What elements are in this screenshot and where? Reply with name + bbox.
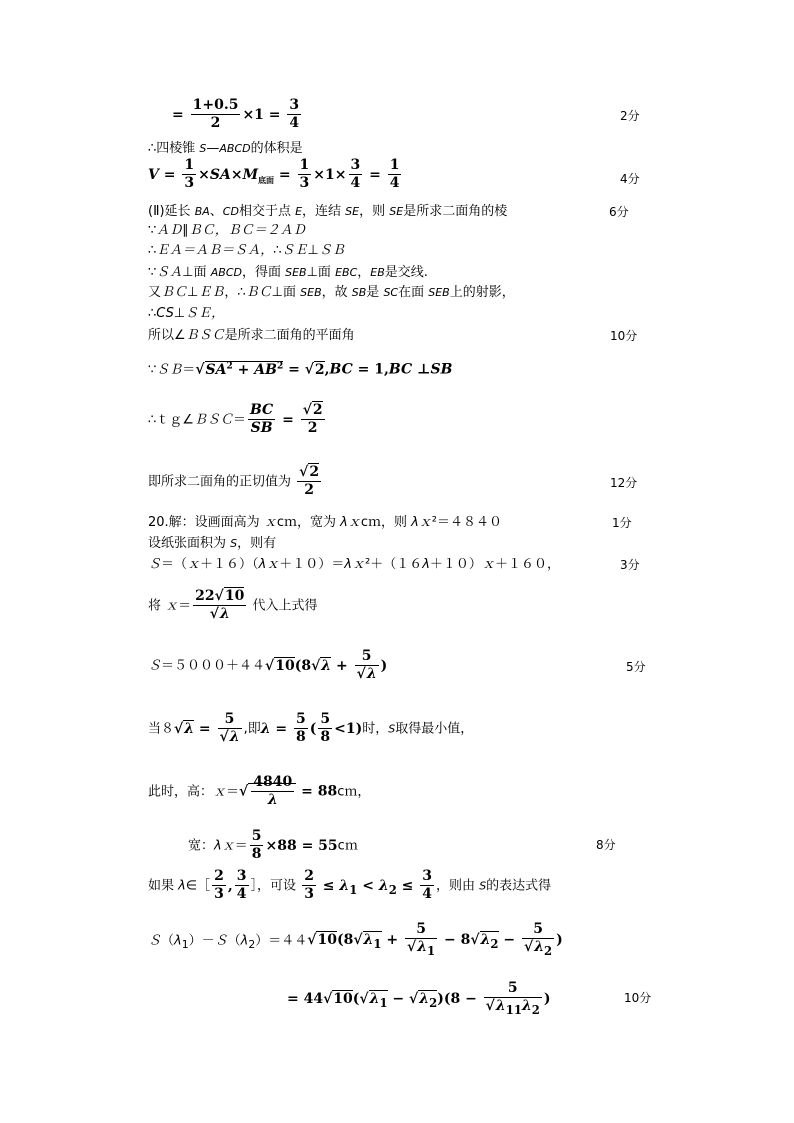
text-line: ∵ＡＤ∥ＢＣ，ＢＣ＝２ＡＤ xyxy=(148,223,306,238)
score-mark: 10分 xyxy=(610,329,638,343)
score-mark: 12分 xyxy=(610,476,638,490)
text-line: (Ⅱ)延长 BA、CD相交于点 E，连结 SE，则 SE是所求二面角的棱 xyxy=(148,204,508,219)
text-line: 设纸张面积为 S，则有 xyxy=(148,536,277,551)
equation-line: = $\frac{1+0.5}{2}$ ×1 = $\frac{3}{4}$ xyxy=(172,97,300,131)
text-line: Ｓ＝（ｘ＋１６）（λｘ＋１０）＝λｘ²＋（１６λ＋１０）ｘ＋１６０， xyxy=(148,557,560,572)
score-mark: 4分 xyxy=(620,172,640,186)
score-mark: 6分 xyxy=(609,205,629,219)
equation-line: V = $\frac{1}{3}$ $\times SA\times M_{底面}$ = $\frac{1}{3}$ ×1× $\frac{3}{4}$ = $\frac{1}{4}$ xyxy=(148,157,400,191)
equation-line: 当８√λ = $\frac{5}{√\lambda}$ ,即λ = $\frac{5}{8}$ ( $\frac{5}{8}$ <1)时，S取得最小值， xyxy=(148,711,474,745)
equation-line: 将 ｘ＝ $\frac{22√10}{√\lambda}$ 代入上式得 xyxy=(148,588,318,622)
equation-line: ∴ｔｇ∠ＢＳＣ＝ $\frac{BC}{SB}$ = $\frac{√2}{2}$ xyxy=(148,402,323,436)
score-mark: 2分 xyxy=(620,109,640,123)
equation-line: = $44√10(√\lambda_1 - √\lambda_2)(8$ − $\frac{5}{√\lambda_{11}\lambda_2}$ ) xyxy=(287,980,551,1017)
text-line: 又ＢＣ⊥ＥＢ，∴ＢＣ⊥面 SEB，故 SB是 SC在面 SEB上的射影， xyxy=(148,285,515,300)
equation-line: 如果 λ∈［ $\frac{2}{3}$ , $\frac{3}{4}$ ］，可设 $\frac{2}{3}$ ≤ $\lambda_1 < \lambda_2$ ≤ $\frac{3}{4}$ ，则由 S的表达式得 xyxy=(148,868,552,902)
score-mark: 10分 xyxy=(624,991,652,1005)
text-line: ∴四棱锥 S—ABCD的体积是 xyxy=(148,141,303,156)
equation-line: $S(\lambda_1)-S(\lambda_2)=44√10(8√\lambda_1$ + $\frac{5}{√\lambda_1}$ − $8√\lambda_2$ − $\frac{5}{√\lambda_2}$ ) xyxy=(148,921,563,958)
equation-line: $\because SB=√SA^2 + AB^2 = √2,BC = 1,BC$ ⊥SB xyxy=(148,361,453,378)
text-line: ∵ＳＡ⊥面 ABCD，得面 SEB⊥面 EBC，EB是交线. xyxy=(148,265,428,280)
text-line: ∴CS⊥ＳＥ， xyxy=(148,306,225,321)
equation-line: 即所求二面角的正切值为 $\frac{√2}{2}$ xyxy=(148,464,320,498)
score-mark: 1分 xyxy=(612,516,632,530)
text-line: 20.解：设画面高为 ｘcｍ，宽为 λｘcｍ，则 λｘ²＝４８４０ xyxy=(148,515,503,530)
text-line: 所以∠ＢＳＣ是所求二面角的平面角 xyxy=(148,328,355,343)
score-mark: 3分 xyxy=(620,558,640,572)
score-mark: 8分 xyxy=(596,838,616,852)
equation-line: Ｓ＝５０００＋４４√10(8√λ + $\frac{5}{√\lambda}$ ) xyxy=(148,648,388,682)
equation-line: 宽：λｘ＝ $\frac{5}{8}$ ×88 = 55cｍ xyxy=(188,828,358,862)
equation-line: 此时，高：ｘ＝√ $\frac{4840}{\lambda}$ = 88cｍ， xyxy=(148,774,371,808)
score-mark: 5分 xyxy=(626,660,646,674)
text-line: ∴ＥＡ＝ＡＢ＝ＳＡ，∴ＳＥ⊥ＳＢ xyxy=(148,243,345,258)
